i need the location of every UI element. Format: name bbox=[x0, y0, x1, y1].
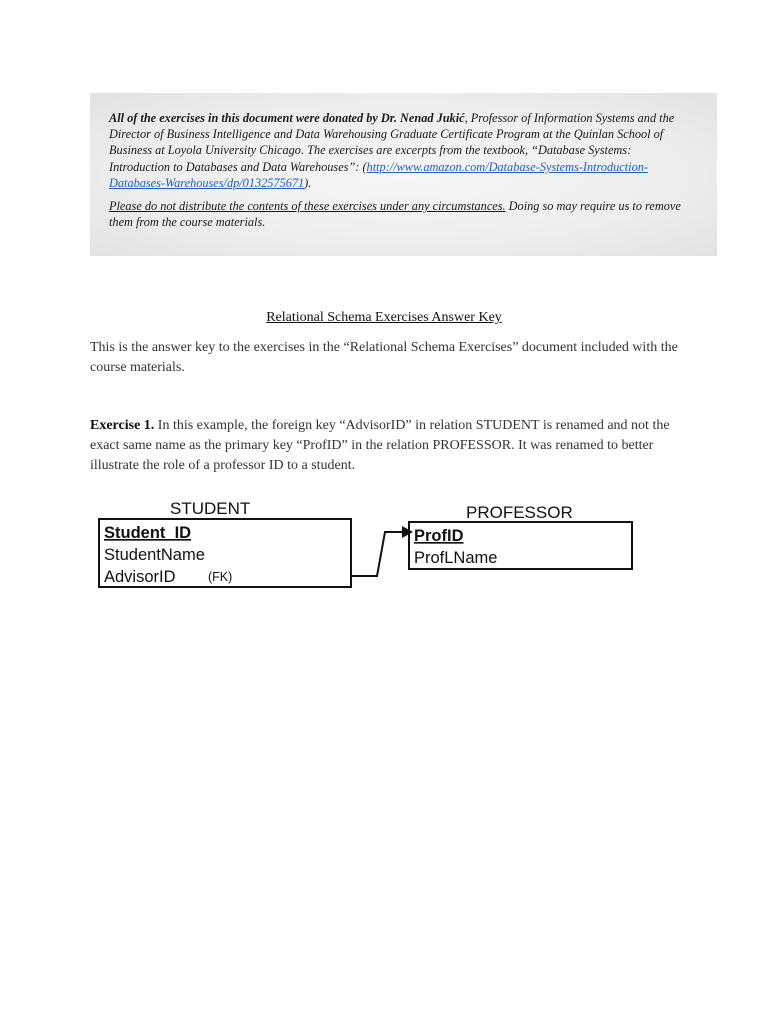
professor-primary-key: ProfID bbox=[414, 527, 464, 545]
intro-paragraph: This is the answer key to the exercises in the “Relational Schema Exercises” document included with the course materials. bbox=[90, 340, 678, 375]
page-title: Relational Schema Exercises Answer Key bbox=[266, 310, 502, 325]
relational-schema-diagram bbox=[88, 490, 648, 594]
professor-relation-name: PROFESSOR bbox=[466, 503, 573, 522]
notice-donor-lead: All of the exercises in this document were donated by Dr. Nenad Jukić bbox=[109, 111, 465, 125]
notice-paragraph-1 bbox=[109, 110, 695, 191]
textbook-link[interactable]: http://www.amazon.com/Database-Systems-Introduction-Databases-Warehouses/dp/0132575671 bbox=[109, 159, 648, 190]
foreign-key-marker: (FK) bbox=[208, 570, 233, 584]
professor-column-proflname: ProfLName bbox=[414, 549, 498, 567]
exercise-1-paragraph bbox=[90, 416, 700, 476]
notice-donor-tail: ). bbox=[304, 175, 312, 190]
student-column-advisorid: AdvisorID bbox=[104, 568, 176, 586]
student-primary-key: Student_ID bbox=[104, 524, 192, 542]
notice-paragraph-2 bbox=[109, 198, 695, 230]
notice-donor-text: , Professor of Information Systems and the Director of Business Intelligence and Data Warehousing Graduate Certificate Program at the Quinlan School of Business at Loyola University Chicago. The exercises are excerpts from the textbook, “Database Systems: Introduction to Databases and Data Warehouses”: ( bbox=[109, 111, 675, 174]
student-relation-name: STUDENT bbox=[170, 499, 251, 518]
student-column-studentname: StudentName bbox=[104, 546, 205, 564]
notice-removal-text: Doing so may require us to remove them from the course materials. bbox=[109, 199, 681, 230]
exercise-1-label: Exercise 1. bbox=[90, 418, 155, 433]
copyright-notice-box bbox=[90, 93, 717, 256]
foreign-key-arrowhead bbox=[402, 526, 413, 538]
notice-distribution-warning: Please do not distribute the contents of these exercises under any circumstances. bbox=[109, 199, 506, 214]
exercise-1-text: In this example, the foreign key “AdvisorID” in relation STUDENT is renamed and not the exact same name as the primary key “ProfID” in the relation PROFESSOR. It was renamed to better illustrate the role of a professor ID to a student. bbox=[90, 418, 670, 473]
foreign-key-connector bbox=[351, 532, 402, 576]
